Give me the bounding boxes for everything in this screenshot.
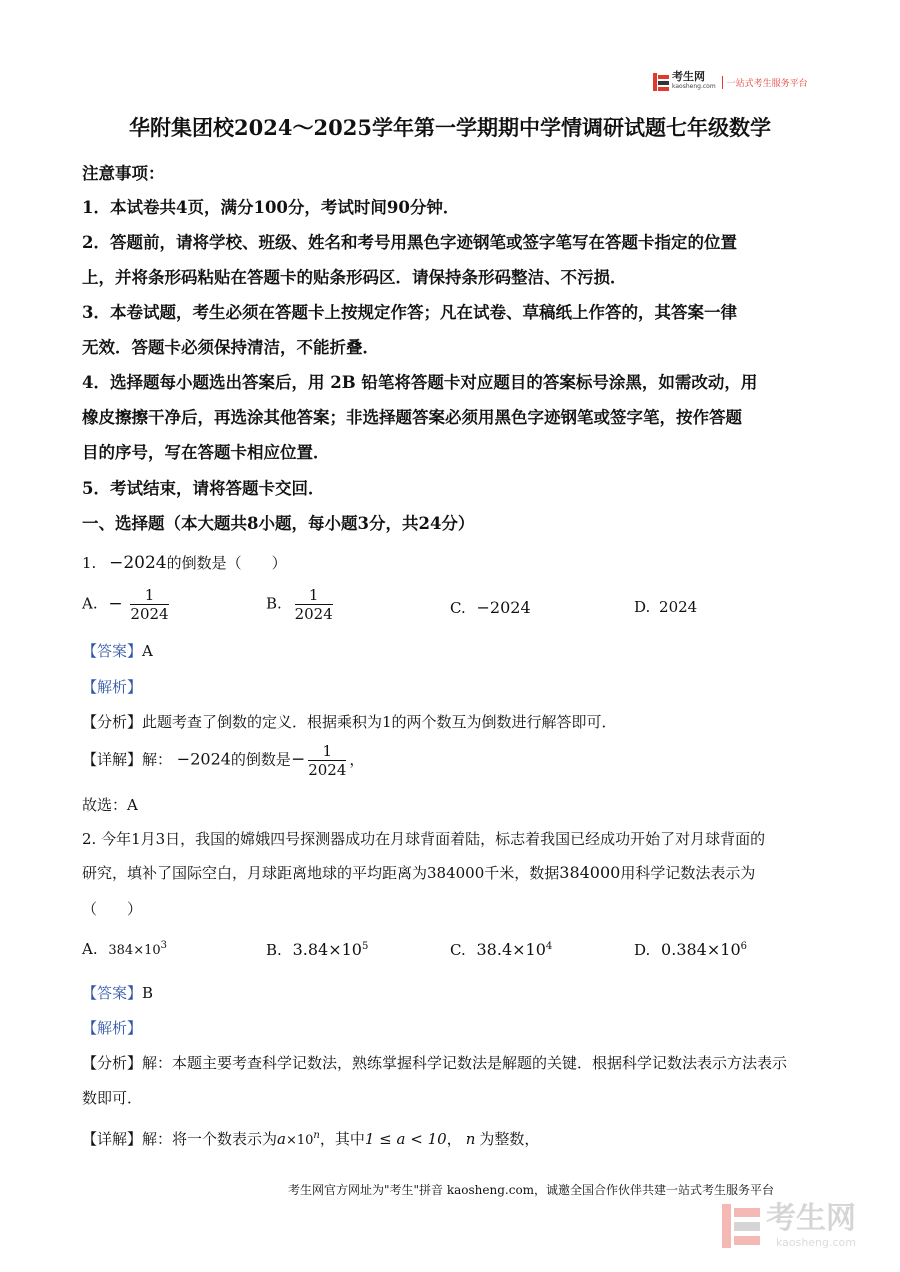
q2-stem-line: 2. 今年1月3日，我国的嫦娥四号探测器成功在月球背面着陆，标志着我国已经成功开始了对月球背面的 [82, 830, 766, 848]
q2-option-c [450, 940, 552, 959]
exponent: 3 [160, 940, 168, 951]
q1-option-b [266, 586, 336, 623]
exponent: n [313, 1130, 320, 1141]
math-var: n [465, 1130, 476, 1148]
exponent: 6 [740, 941, 747, 952]
option-label: B. [266, 941, 282, 959]
option-label: C. [450, 599, 466, 617]
denominator: 2024 [130, 605, 169, 623]
notice-line: 2．答题前，请将学校、班级、姓名和考号用黑色字迹钢笔或签字笔写在答题卡指定的位置 [82, 233, 737, 252]
q2-option-d [634, 940, 747, 959]
detail-prefix: 【详解】解： [82, 750, 173, 769]
option-value: 3.84×10 [292, 940, 362, 959]
option-value: 38.4×10 [476, 940, 546, 959]
notice-line: 1．本试卷共4页，满分100分，考试时间90分钟． [82, 198, 460, 217]
logo-icon [653, 73, 669, 91]
option-label: C. [450, 941, 466, 959]
footer-text: 考生网官方网址为"考生"拼音 kaosheng.com，诚邀全国合作伙伴共建一站式考生服务平台 [288, 1183, 775, 1197]
logo-sub: kaosheng.com [672, 83, 716, 90]
exponent: 4 [545, 941, 553, 952]
logo-text: 考生网 [672, 70, 705, 83]
option-value: 2024 [659, 598, 698, 616]
watermark-text: 考生网 [766, 1201, 856, 1236]
q1-analysis-tag: 【解析】 [82, 678, 143, 696]
numerator: 1 [308, 742, 346, 761]
watermark-sub: kaosheng.com [775, 1236, 856, 1249]
q2-stem-line: （ ） [82, 900, 143, 918]
denominator: 2024 [294, 605, 333, 623]
exponent: 5 [361, 941, 369, 952]
option-label: D. [634, 941, 651, 959]
section-heading: 一、选择题（本大题共8小题，每小题3分，共24分） [82, 514, 475, 533]
notice-heading: 注意事项： [82, 164, 165, 183]
q1-option-c [450, 598, 531, 617]
q2-fenxi: 【分析】解：本题主要考查科学记数法，熟练掌握科学记数法是解题的关键．根据科学记数法表示方法表示 [82, 1054, 788, 1072]
option-label: A. [82, 940, 98, 958]
detail-mid: 的倒数是 [230, 750, 291, 769]
notice-line: 上，并将条形码粘贴在答题卡的贴条形码区．请保持条形码整洁、不污损． [82, 268, 627, 287]
q1-choice: 故选：A [82, 796, 138, 814]
q1-expr: −2024 [109, 553, 167, 573]
q1-fenxi: 【分析】此题考查了倒数的定义．根据乘积为1的两个数互为倒数进行解答即可． [82, 713, 617, 731]
q1-number: 1. [82, 554, 97, 572]
detail-text: ， [446, 1130, 462, 1148]
option-value: 384×10 [108, 943, 161, 958]
q2-detail [82, 1128, 539, 1149]
watermark-logo-icon [722, 1204, 760, 1248]
q1-option-d [634, 598, 697, 616]
answer-value: A [142, 642, 153, 660]
q2-analysis-tag: 【解析】 [82, 1019, 143, 1037]
q2-answer [82, 982, 153, 1003]
detail-text: ×10 [285, 1133, 314, 1148]
fraction [130, 586, 168, 623]
detail-text: ，其中 [319, 1130, 365, 1148]
q2-option-a [82, 940, 167, 958]
notice-line: 5．考试结束，请将答题卡交回． [82, 479, 325, 498]
stem-text: 研究，填补了国际空白，月球距离地球的平均距离为384000千米，数据 [82, 864, 560, 882]
detail-expr: −2024 [176, 749, 231, 769]
option-label: B. [266, 594, 282, 613]
answer-tag: 【答案】 [82, 984, 143, 1002]
answer-tag: 【答案】 [82, 642, 143, 660]
logo-slogan: 一站式考生服务平台 [722, 76, 808, 89]
detail-text: 【详解】解：将一个数表示为 [82, 1130, 278, 1148]
math-range: 1 ≤ a < 10 [364, 1130, 447, 1148]
stem-text: 用科学记数法表示为 [620, 864, 756, 882]
notice-line: 4．选择题每小题选出答案后，用 2B 铅笔将答题卡对应题目的答案标号涂黑，如需改动，用 [82, 373, 758, 392]
minus-sign: − [290, 749, 306, 770]
math-var: a [277, 1130, 286, 1148]
watermark [722, 1202, 856, 1249]
numerator: 1 [130, 586, 168, 605]
notice-line: 无效．答题卡必须保持清洁，不能折叠． [82, 338, 379, 357]
fraction [295, 586, 333, 623]
q1-option-a [82, 586, 172, 623]
q1-stem-text: 的倒数是（ ） [166, 554, 287, 572]
detail-end: ， [349, 750, 365, 769]
notice-line: 3．本卷试题，考生必须在答题卡上按规定作答；凡在试卷、草稿纸上作答的，其答案一律 [82, 303, 737, 322]
question-1-stem [82, 552, 287, 573]
option-value: 0.384×10 [661, 940, 741, 959]
minus-sign: − [108, 593, 123, 614]
notice-line: 目的序号，写在答题卡相应位置． [82, 443, 330, 462]
option-label: A. [82, 594, 98, 613]
answer-value: B [142, 984, 154, 1002]
q1-answer [82, 640, 153, 661]
q2-fenxi: 数即可． [82, 1089, 143, 1107]
detail-text: 为整数， [479, 1130, 540, 1148]
page-title: 华附集团校2024～2025学年第一学期期中学情调研试题七年级数学 [129, 115, 771, 140]
q1-detail [82, 742, 364, 779]
denominator: 2024 [308, 761, 347, 779]
header-logo [653, 72, 808, 92]
numerator: 1 [295, 586, 333, 605]
q2-stem-line [82, 862, 755, 883]
option-label: D. [634, 598, 651, 616]
notice-line: 橡皮擦擦干净后，再选涂其他答案；非选择题答案必须用黑色字迹钢笔或签字笔，按作答题 [82, 408, 742, 427]
stem-number: 384000 [559, 863, 621, 882]
q2-option-b [266, 940, 368, 959]
option-value: −2024 [476, 598, 531, 617]
fraction [308, 742, 346, 779]
